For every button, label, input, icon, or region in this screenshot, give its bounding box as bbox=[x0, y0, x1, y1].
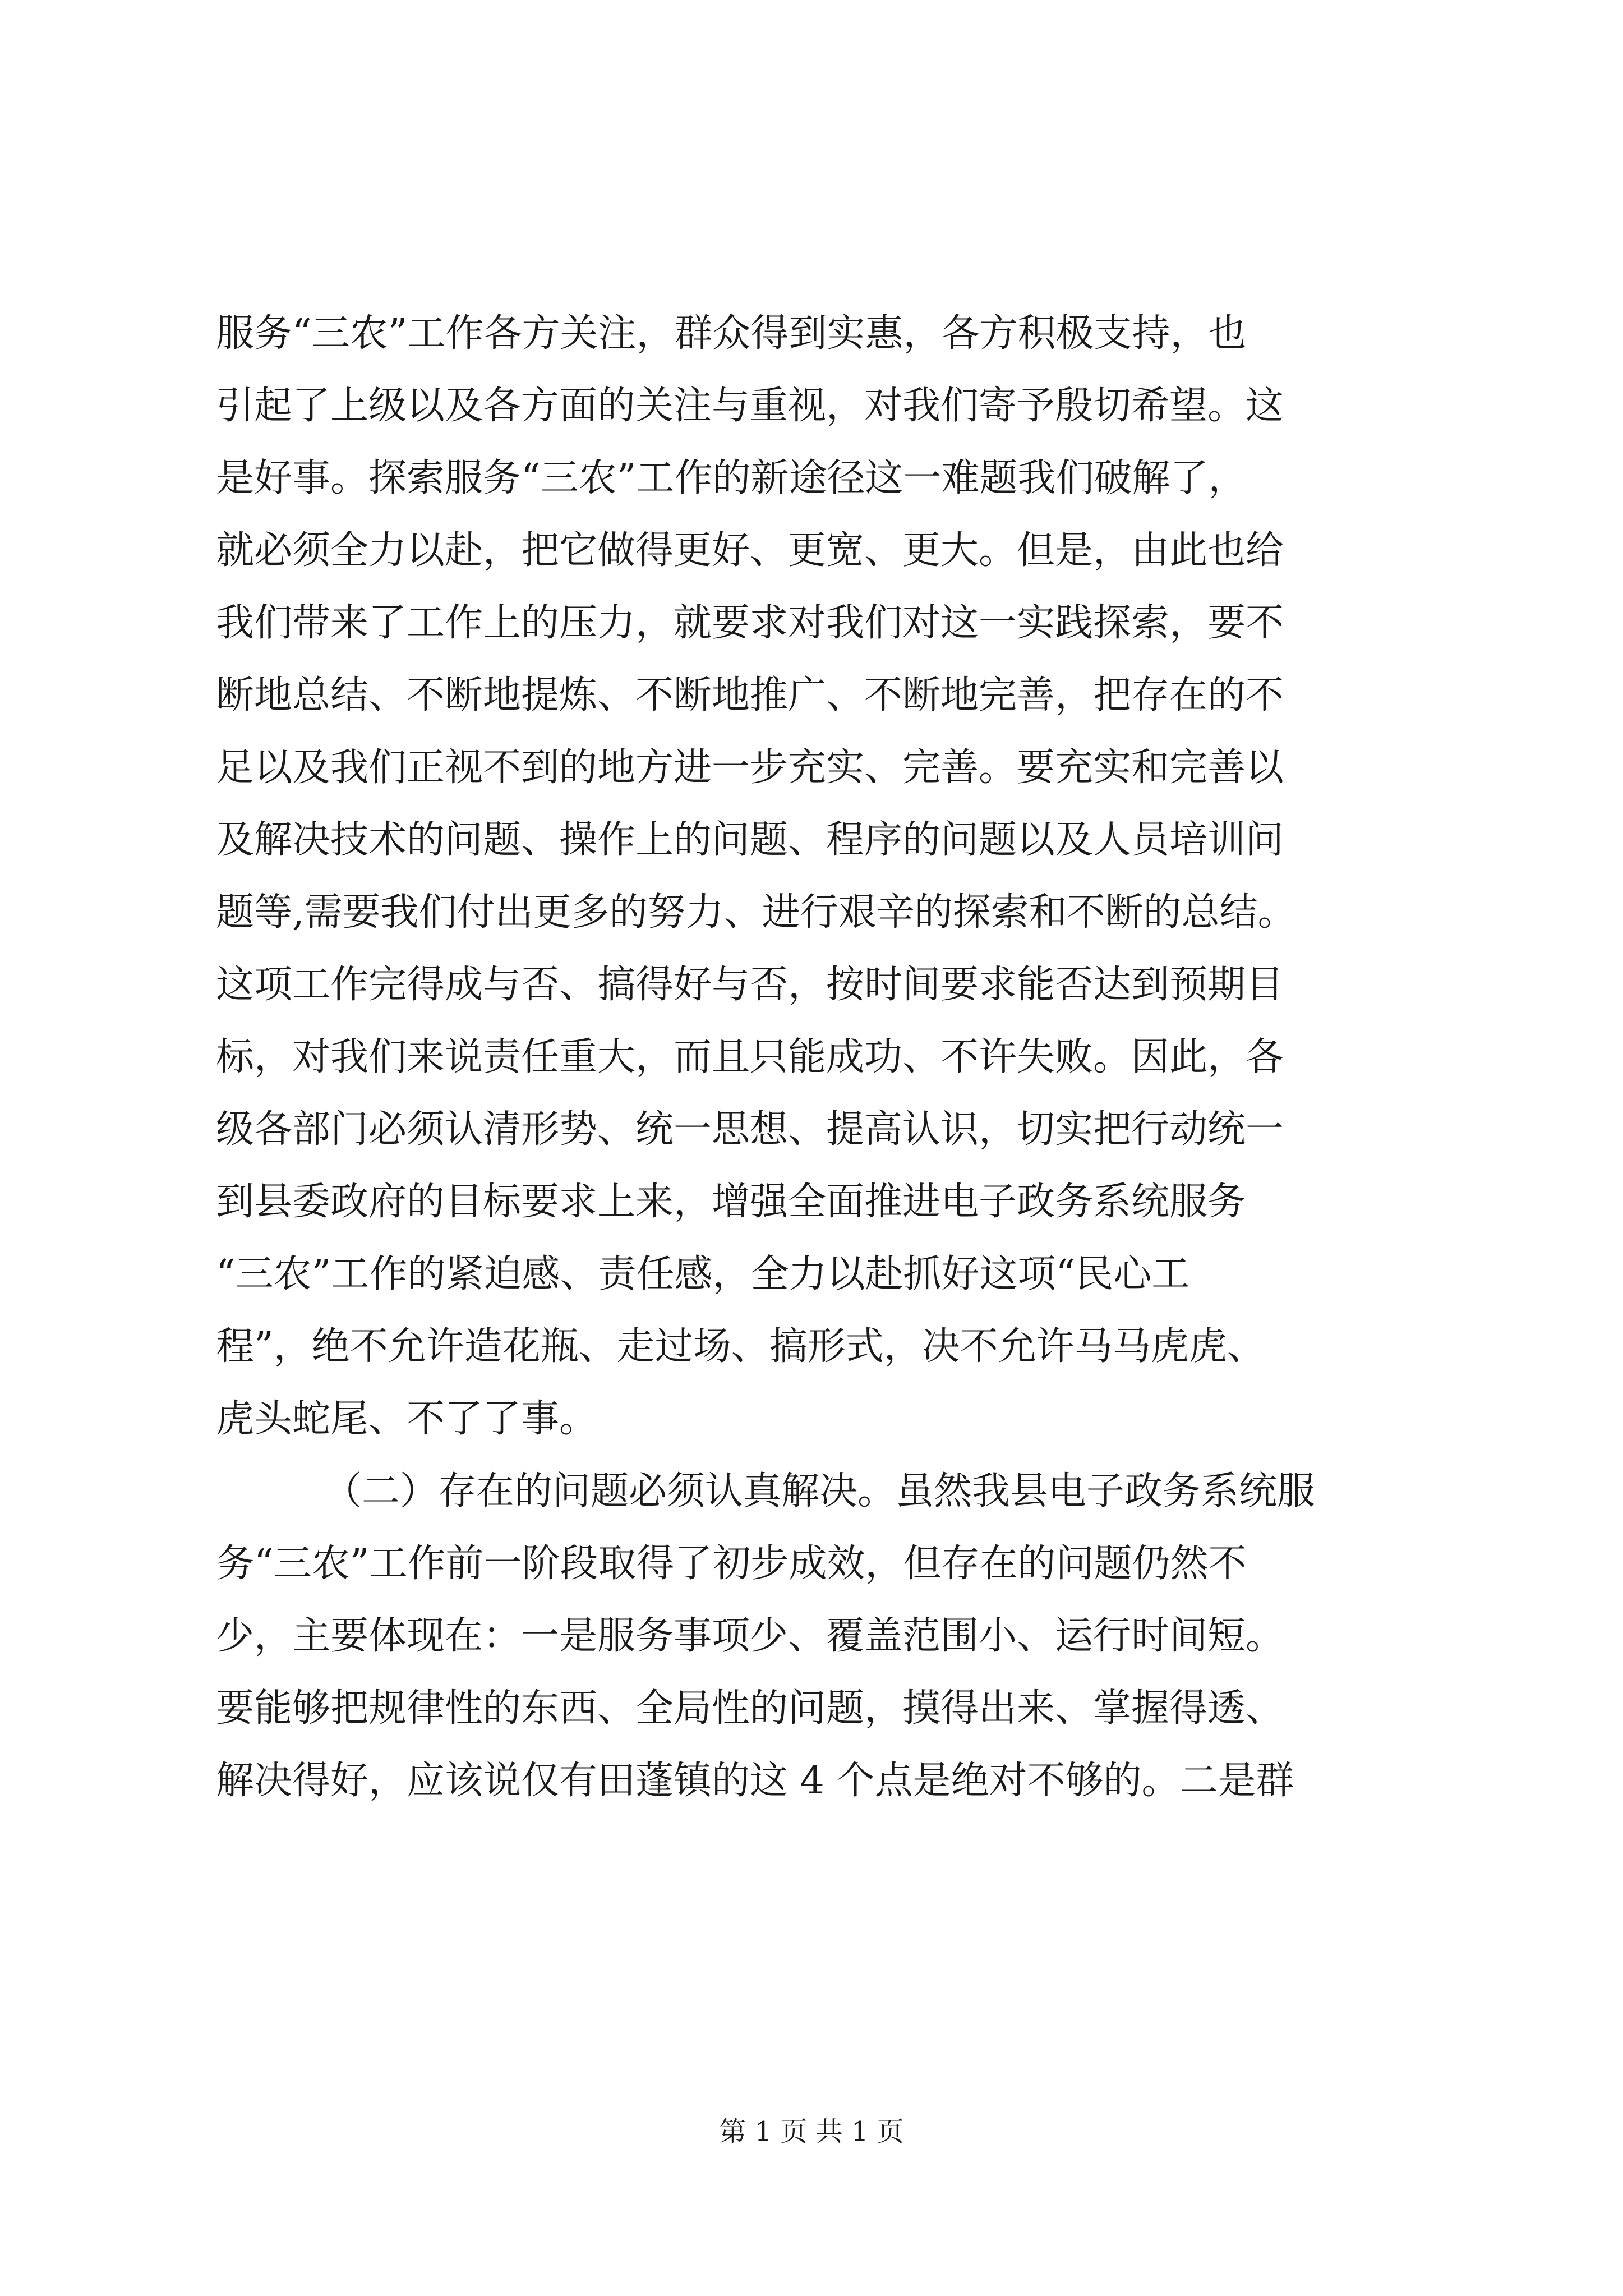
text-line: 级各部门必须认清形势、统一思想、提高认识，切实把行动统一 bbox=[216, 1107, 1284, 1152]
document-body bbox=[216, 297, 1438, 1817]
text-line: 题等,需要我们付出更多的努力、进行艰辛的探索和不断的总结。 bbox=[216, 890, 1296, 935]
text-line: 程”，绝不允许造花瓶、走过场、搞形式，决不允许马马虎虎、 bbox=[216, 1324, 1265, 1369]
text-line: 就必须全力以赴，把它做得更好、更宽、更大。但是，由此也给 bbox=[216, 528, 1284, 573]
text-line: 及解决技术的问题、操作上的问题、程序的问题以及人员培训问 bbox=[216, 818, 1284, 862]
text-line: 少，主要体现在：一是服务事项少、覆盖范围小、运行时间短。 bbox=[216, 1614, 1284, 1658]
text-line: 我们带来了工作上的压力，就要求对我们对这一实践探索，要不 bbox=[216, 601, 1284, 645]
page-number-label: 第 1 页 共 1 页 bbox=[719, 2116, 904, 2147]
text-line: 是好事。探索服务“三农”工作的新途径这一难题我们破解了， bbox=[216, 456, 1247, 500]
text-line: 解决得好，应该说仅有田蓬镇的这 4 个点是绝对不够的。二是群 bbox=[216, 1759, 1294, 1803]
text-line: 足以及我们正视不到的地方进一步充实、完善。要充实和完善以 bbox=[216, 746, 1284, 790]
text-line: 断地总结、不断地提炼、不断地推广、不断地完善，把存在的不 bbox=[216, 673, 1284, 717]
text-line: 虎头蛇尾、不了了事。 bbox=[216, 1397, 598, 1441]
text-line: 引起了上级以及各方面的关注与重视，对我们寄予殷切希望。这 bbox=[216, 384, 1284, 428]
text-line: 服务“三农”工作各方关注，群众得到实惠，各方积极支持，也 bbox=[216, 311, 1247, 356]
text-line: 要能够把规律性的东西、全局性的问题，摸得出来、掌握得透、 bbox=[216, 1686, 1284, 1731]
text-line: 这项工作完得成与否、搞得好与否，按时间要求能否达到预期目 bbox=[216, 963, 1284, 1007]
text-line: “三农”工作的紧迫感、责任感，全力以赴抓好这项“民心工 bbox=[216, 1252, 1190, 1296]
text-line: 务“三农”工作前一阶段取得了初步成效，但存在的问题仍然不 bbox=[216, 1542, 1247, 1586]
page-footer bbox=[0, 2115, 1623, 2148]
text-line: 到县委政府的目标要求上来，增强全面推进电子政务系统服务 bbox=[216, 1180, 1246, 1224]
text-line: 标，对我们来说责任重大，而且只能成功、不许失败。因此，各 bbox=[216, 1035, 1284, 1079]
paragraph-start-line: （二）存在的问题必须认真解决。虽然我县电子政务系统服 bbox=[324, 1469, 1316, 1513]
